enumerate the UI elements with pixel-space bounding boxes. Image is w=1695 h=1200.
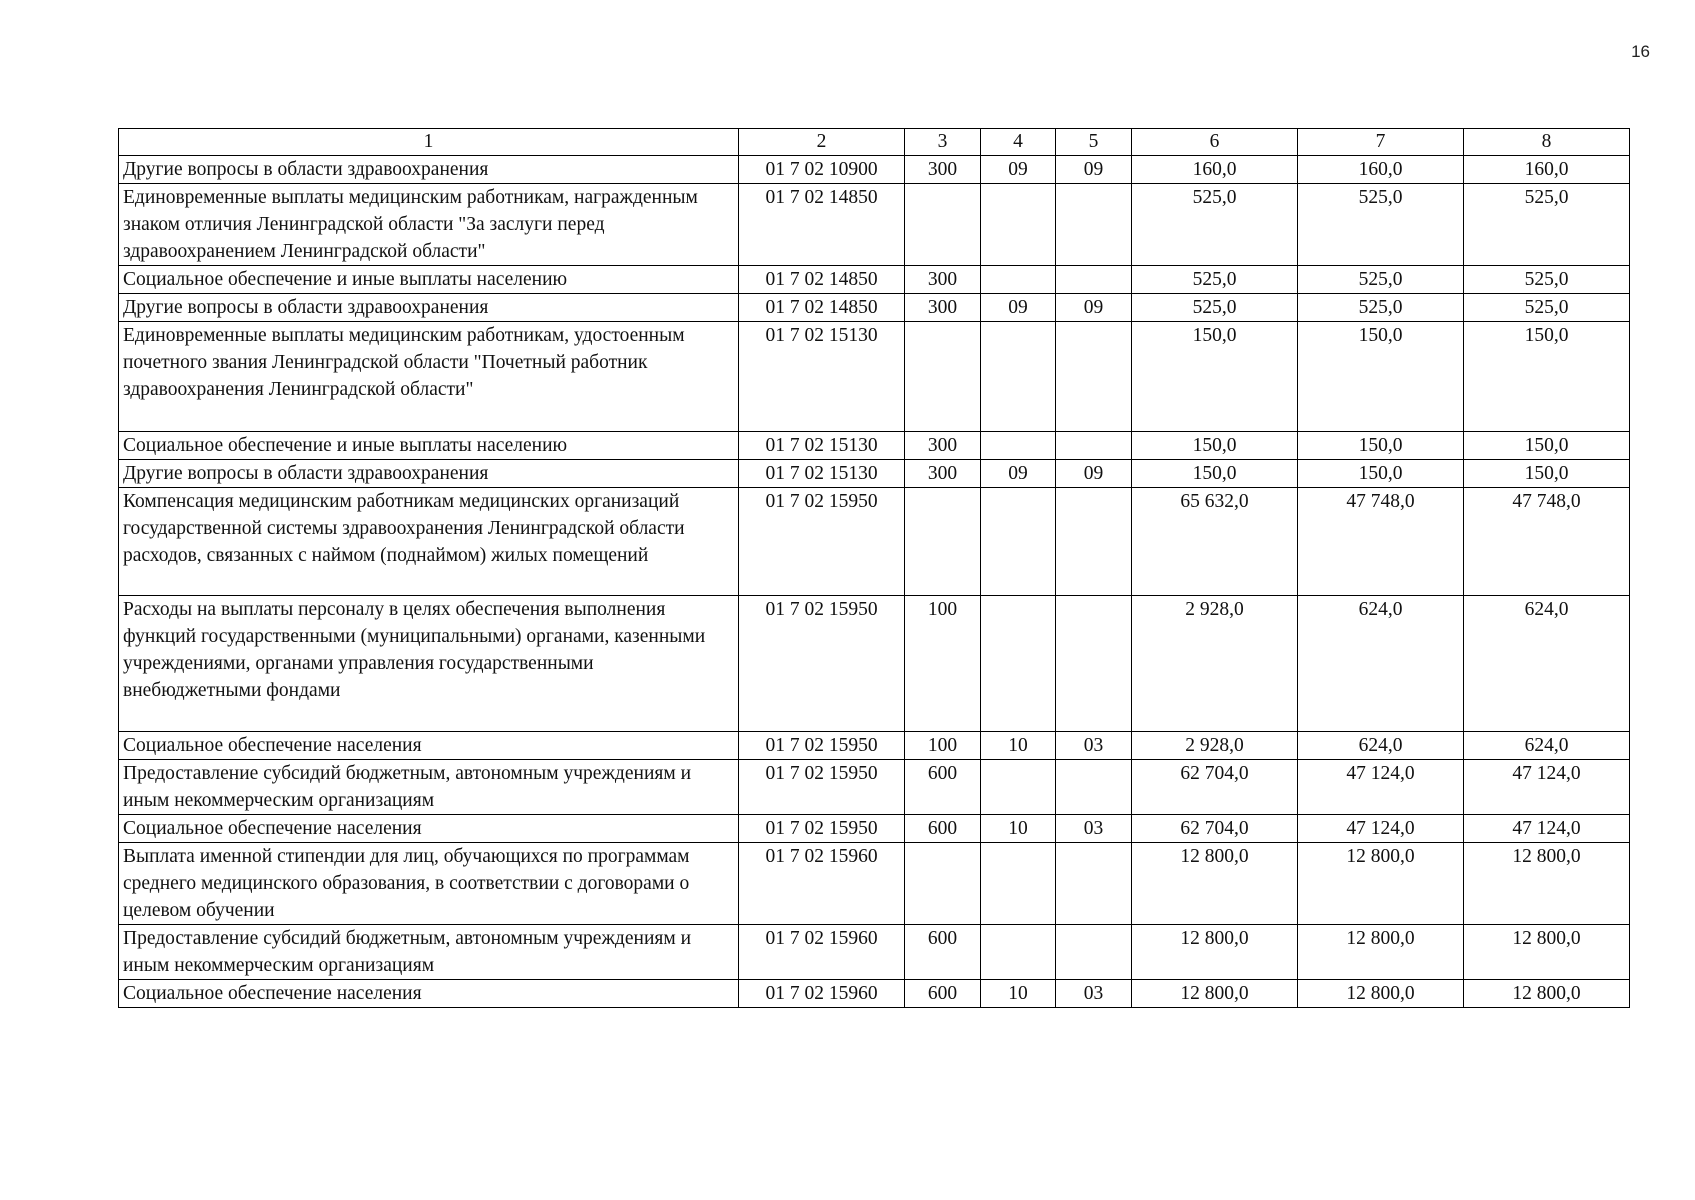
- row-name: Другие вопросы в области здравоохранения: [119, 294, 739, 322]
- row-code: 01 7 02 14850: [739, 294, 905, 322]
- column-header: 3: [905, 129, 981, 156]
- row-amount-col8: 12 800,0: [1464, 843, 1630, 925]
- table-row: [119, 294, 1630, 322]
- row-vr: 600: [905, 815, 981, 843]
- table-row: [119, 596, 1630, 732]
- column-header: 5: [1056, 129, 1132, 156]
- column-header: 2: [739, 129, 905, 156]
- table-row: [119, 460, 1630, 488]
- row-code: 01 7 02 15950: [739, 815, 905, 843]
- row-subsection: [1056, 843, 1132, 925]
- column-header: 4: [981, 129, 1056, 156]
- row-amount-col6: 160,0: [1132, 156, 1298, 184]
- row-vr: 600: [905, 760, 981, 815]
- row-section: [981, 184, 1056, 266]
- row-amount-col8: 160,0: [1464, 156, 1630, 184]
- row-subsection: 03: [1056, 732, 1132, 760]
- row-amount-col7: 47 124,0: [1298, 815, 1464, 843]
- row-name: Расходы на выплаты персоналу в целях обеспечения выполнения функций государственными (муниципальными) органами, казенными учреждениями, органами управления государственными внебюджетными фондами: [119, 596, 739, 732]
- row-amount-col7: 47 124,0: [1298, 760, 1464, 815]
- table-row: [119, 432, 1630, 460]
- row-amount-col6: 150,0: [1132, 322, 1298, 432]
- row-name: Социальное обеспечение и иные выплаты населению: [119, 266, 739, 294]
- row-name: Другие вопросы в области здравоохранения: [119, 460, 739, 488]
- row-vr: 300: [905, 266, 981, 294]
- column-header: 1: [119, 129, 739, 156]
- row-subsection: [1056, 925, 1132, 980]
- row-amount-col6: 62 704,0: [1132, 760, 1298, 815]
- row-amount-col7: 525,0: [1298, 184, 1464, 266]
- row-section: [981, 432, 1056, 460]
- table-row: [119, 843, 1630, 925]
- row-amount-col8: 525,0: [1464, 184, 1630, 266]
- row-name: Социальное обеспечение населения: [119, 732, 739, 760]
- table-row: [119, 266, 1630, 294]
- row-amount-col7: 624,0: [1298, 732, 1464, 760]
- row-name: Единовременные выплаты медицинским работникам, удостоенным почетного звания Ленинградской области "Почетный работник здравоохранения Ленинградской области": [119, 322, 739, 432]
- column-header: 6: [1132, 129, 1298, 156]
- table-row: [119, 184, 1630, 266]
- row-amount-col8: 12 800,0: [1464, 925, 1630, 980]
- row-section: 09: [981, 460, 1056, 488]
- row-code: 01 7 02 15960: [739, 843, 905, 925]
- row-section: [981, 488, 1056, 596]
- row-section: 10: [981, 732, 1056, 760]
- table-row: [119, 760, 1630, 815]
- row-vr: [905, 843, 981, 925]
- row-amount-col7: 12 800,0: [1298, 843, 1464, 925]
- row-subsection: 09: [1056, 156, 1132, 184]
- row-amount-col6: 62 704,0: [1132, 815, 1298, 843]
- table-row: [119, 980, 1630, 1008]
- row-name: Компенсация медицинским работникам медицинских организаций государственной системы здравоохранения Ленинградской области расходов, связанных с наймом (поднаймом) жилых помещений: [119, 488, 739, 596]
- row-subsection: 09: [1056, 294, 1132, 322]
- row-amount-col7: 525,0: [1298, 294, 1464, 322]
- row-section: 09: [981, 294, 1056, 322]
- table-row: [119, 815, 1630, 843]
- row-amount-col8: 624,0: [1464, 596, 1630, 732]
- row-amount-col7: 47 748,0: [1298, 488, 1464, 596]
- row-code: 01 7 02 15960: [739, 925, 905, 980]
- row-code: 01 7 02 15950: [739, 488, 905, 596]
- row-subsection: [1056, 266, 1132, 294]
- row-amount-col6: 150,0: [1132, 460, 1298, 488]
- row-amount-col6: 525,0: [1132, 184, 1298, 266]
- row-subsection: [1056, 760, 1132, 815]
- row-amount-col8: 525,0: [1464, 266, 1630, 294]
- row-section: [981, 843, 1056, 925]
- row-vr: 600: [905, 925, 981, 980]
- row-amount-col6: 525,0: [1132, 294, 1298, 322]
- row-vr: [905, 322, 981, 432]
- row-amount-col8: 47 124,0: [1464, 760, 1630, 815]
- table-row: [119, 488, 1630, 596]
- row-amount-col8: 624,0: [1464, 732, 1630, 760]
- row-section: [981, 266, 1056, 294]
- row-amount-col7: 624,0: [1298, 596, 1464, 732]
- row-name: Предоставление субсидий бюджетным, автономным учреждениям и иным некоммерческим организациям: [119, 925, 739, 980]
- row-code: 01 7 02 14850: [739, 184, 905, 266]
- row-subsection: [1056, 184, 1132, 266]
- row-vr: 600: [905, 980, 981, 1008]
- table-row: [119, 156, 1630, 184]
- row-subsection: [1056, 596, 1132, 732]
- row-amount-col8: 150,0: [1464, 460, 1630, 488]
- row-name: Социальное обеспечение населения: [119, 980, 739, 1008]
- row-vr: [905, 488, 981, 596]
- row-section: [981, 925, 1056, 980]
- row-amount-col7: 525,0: [1298, 266, 1464, 294]
- row-vr: 300: [905, 432, 981, 460]
- row-vr: 300: [905, 294, 981, 322]
- row-section: [981, 322, 1056, 432]
- table-row: [119, 732, 1630, 760]
- row-amount-col8: 47 124,0: [1464, 815, 1630, 843]
- row-section: 10: [981, 980, 1056, 1008]
- row-amount-col6: 65 632,0: [1132, 488, 1298, 596]
- row-section: [981, 596, 1056, 732]
- row-amount-col6: 12 800,0: [1132, 980, 1298, 1008]
- row-subsection: [1056, 488, 1132, 596]
- row-name: Другие вопросы в области здравоохранения: [119, 156, 739, 184]
- row-amount-col7: 150,0: [1298, 460, 1464, 488]
- row-amount-col8: 525,0: [1464, 294, 1630, 322]
- row-vr: 100: [905, 596, 981, 732]
- table-row: [119, 925, 1630, 980]
- row-code: 01 7 02 15950: [739, 596, 905, 732]
- row-amount-col6: 2 928,0: [1132, 732, 1298, 760]
- row-amount-col8: 47 748,0: [1464, 488, 1630, 596]
- row-vr: [905, 184, 981, 266]
- row-section: 10: [981, 815, 1056, 843]
- row-code: 01 7 02 14850: [739, 266, 905, 294]
- row-amount-col7: 150,0: [1298, 322, 1464, 432]
- row-amount-col7: 12 800,0: [1298, 980, 1464, 1008]
- row-amount-col8: 12 800,0: [1464, 980, 1630, 1008]
- row-amount-col7: 12 800,0: [1298, 925, 1464, 980]
- row-amount-col7: 160,0: [1298, 156, 1464, 184]
- budget-table: [118, 128, 1630, 1008]
- row-amount-col6: 150,0: [1132, 432, 1298, 460]
- row-name: Социальное обеспечение населения: [119, 815, 739, 843]
- row-code: 01 7 02 15950: [739, 732, 905, 760]
- row-code: 01 7 02 15130: [739, 432, 905, 460]
- row-code: 01 7 02 15130: [739, 322, 905, 432]
- page-number: 16: [1631, 42, 1650, 61]
- row-name: Выплата именной стипендии для лиц, обучающихся по программам среднего медицинского образования, в соответствии с договорами о целевом обучении: [119, 843, 739, 925]
- row-code: 01 7 02 15130: [739, 460, 905, 488]
- row-code: 01 7 02 10900: [739, 156, 905, 184]
- table-row: [119, 322, 1630, 432]
- row-subsection: 09: [1056, 460, 1132, 488]
- row-vr: 100: [905, 732, 981, 760]
- row-amount-col6: 2 928,0: [1132, 596, 1298, 732]
- row-name: Единовременные выплаты медицинским работникам, награжденным знаком отличия Ленинградской области "За заслуги перед здравоохранением Ленинградской области": [119, 184, 739, 266]
- column-header: 7: [1298, 129, 1464, 156]
- row-subsection: 03: [1056, 815, 1132, 843]
- row-section: 09: [981, 156, 1056, 184]
- row-amount-col8: 150,0: [1464, 322, 1630, 432]
- row-code: 01 7 02 15950: [739, 760, 905, 815]
- row-subsection: 03: [1056, 980, 1132, 1008]
- row-vr: 300: [905, 460, 981, 488]
- row-subsection: [1056, 432, 1132, 460]
- row-code: 01 7 02 15960: [739, 980, 905, 1008]
- column-header: 8: [1464, 129, 1630, 156]
- table-header-row: [119, 129, 1630, 156]
- row-vr: 300: [905, 156, 981, 184]
- row-name: Предоставление субсидий бюджетным, автономным учреждениям и иным некоммерческим организациям: [119, 760, 739, 815]
- row-amount-col6: 12 800,0: [1132, 843, 1298, 925]
- row-amount-col6: 525,0: [1132, 266, 1298, 294]
- row-name: Социальное обеспечение и иные выплаты населению: [119, 432, 739, 460]
- row-amount-col8: 150,0: [1464, 432, 1630, 460]
- row-subsection: [1056, 322, 1132, 432]
- row-amount-col6: 12 800,0: [1132, 925, 1298, 980]
- row-section: [981, 760, 1056, 815]
- row-amount-col7: 150,0: [1298, 432, 1464, 460]
